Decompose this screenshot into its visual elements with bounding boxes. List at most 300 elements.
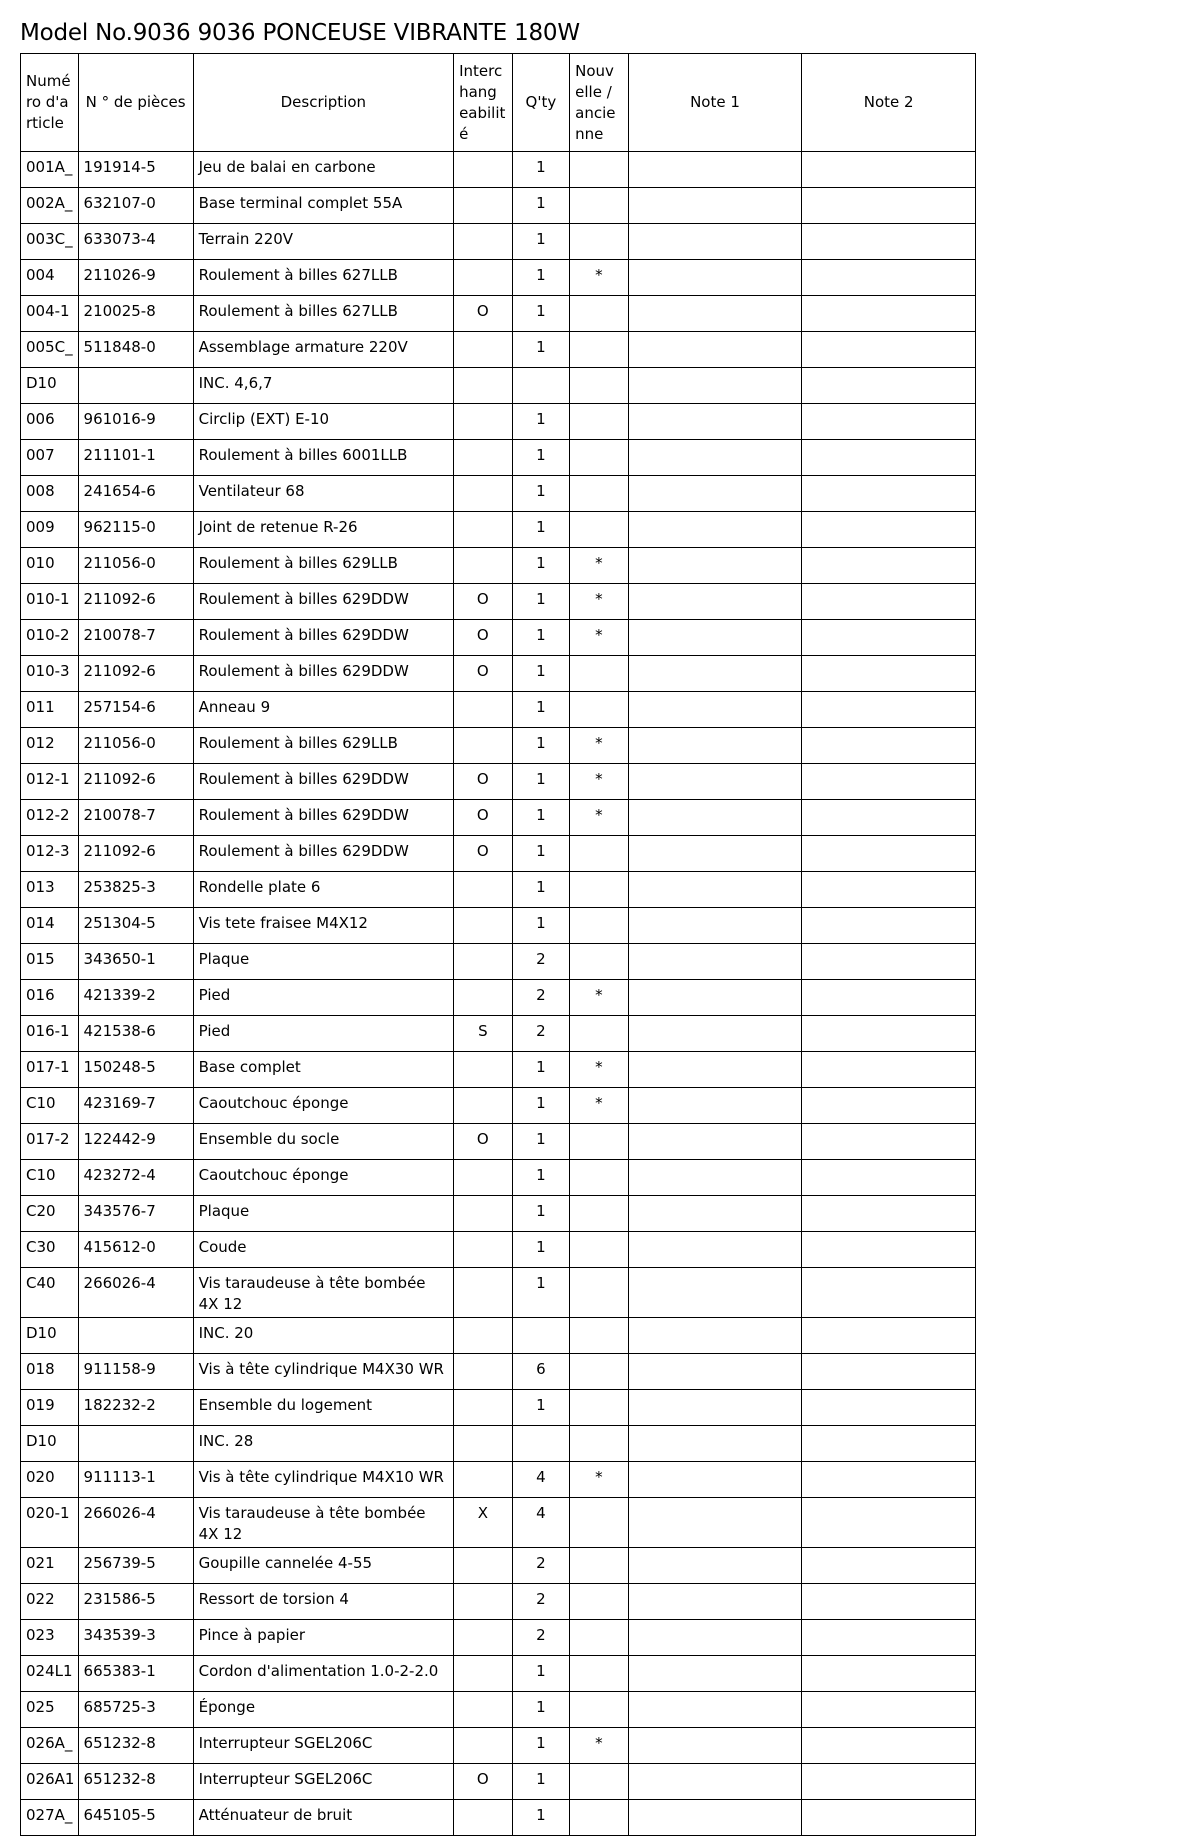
new-old-cell: * — [570, 548, 629, 584]
part-number-cell: 421339-2 — [78, 980, 193, 1016]
item-number-cell: 020-1 — [21, 1498, 79, 1548]
interchangeability-cell — [454, 1620, 513, 1656]
interchangeability-cell — [454, 1426, 513, 1462]
quantity-cell: 1 — [512, 1728, 570, 1764]
note-2-cell — [802, 1196, 976, 1232]
table-row — [21, 836, 976, 872]
description-cell: Anneau 9 — [193, 692, 453, 728]
interchangeability-cell: O — [454, 1124, 513, 1160]
part-number-cell: 122442-9 — [78, 1124, 193, 1160]
table-row — [21, 260, 976, 296]
quantity-cell: 2 — [512, 1548, 570, 1584]
note-2-cell — [802, 548, 976, 584]
item-number-cell: 023 — [21, 1620, 79, 1656]
quantity-cell: 1 — [512, 692, 570, 728]
interchangeability-cell: O — [454, 764, 513, 800]
new-old-cell — [570, 1354, 629, 1390]
quantity-cell: 1 — [512, 260, 570, 296]
description-cell: Roulement à billes 629LLB — [193, 548, 453, 584]
note-2-cell — [802, 584, 976, 620]
note-2-cell — [802, 1124, 976, 1160]
note-2-cell — [802, 800, 976, 836]
note-2-cell — [802, 620, 976, 656]
note-1-cell — [628, 1426, 802, 1462]
interchangeability-cell — [454, 944, 513, 980]
item-number-cell: 019 — [21, 1390, 79, 1426]
quantity-cell: 1 — [512, 584, 570, 620]
item-number-cell: 014 — [21, 908, 79, 944]
note-1-cell — [628, 1016, 802, 1052]
note-1-cell — [628, 1268, 802, 1318]
new-old-cell — [570, 1800, 629, 1836]
interchangeability-cell — [454, 1656, 513, 1692]
description-cell: Roulement à billes 6001LLB — [193, 440, 453, 476]
description-cell: Roulement à billes 629DDW — [193, 584, 453, 620]
new-old-cell — [570, 1692, 629, 1728]
table-row — [21, 332, 976, 368]
note-1-cell — [628, 260, 802, 296]
quantity-cell: 2 — [512, 980, 570, 1016]
description-cell: Plaque — [193, 1196, 453, 1232]
new-old-cell — [570, 440, 629, 476]
column-header-quantity: Q'ty — [512, 54, 570, 152]
description-cell: Interrupteur SGEL206C — [193, 1728, 453, 1764]
description-cell: INC. 4,6,7 — [193, 368, 453, 404]
item-number-cell: C30 — [21, 1232, 79, 1268]
table-row — [21, 1016, 976, 1052]
item-number-cell: 010-1 — [21, 584, 79, 620]
part-number-cell: 911158-9 — [78, 1354, 193, 1390]
part-number-cell: 211092-6 — [78, 836, 193, 872]
quantity-cell: 1 — [512, 440, 570, 476]
item-number-cell: 007 — [21, 440, 79, 476]
interchangeability-cell — [454, 548, 513, 584]
item-number-cell: 009 — [21, 512, 79, 548]
quantity-cell: 1 — [512, 512, 570, 548]
note-1-cell — [628, 1160, 802, 1196]
quantity-cell: 1 — [512, 548, 570, 584]
part-number-cell: 962115-0 — [78, 512, 193, 548]
quantity-cell — [512, 1318, 570, 1354]
description-cell: Cordon d'alimentation 1.0-2-2.0 — [193, 1656, 453, 1692]
new-old-cell: * — [570, 1088, 629, 1124]
table-row — [21, 152, 976, 188]
interchangeability-cell — [454, 1268, 513, 1318]
description-cell: Pied — [193, 980, 453, 1016]
item-number-cell: 016-1 — [21, 1016, 79, 1052]
quantity-cell: 1 — [512, 620, 570, 656]
interchangeability-cell — [454, 872, 513, 908]
interchangeability-cell — [454, 728, 513, 764]
table-row — [21, 944, 976, 980]
column-header-note-1: Note 1 — [628, 54, 802, 152]
new-old-cell: * — [570, 1728, 629, 1764]
note-2-cell — [802, 1052, 976, 1088]
description-cell: Vis à tête cylindrique M4X30 WR — [193, 1354, 453, 1390]
item-number-cell: 001A_ — [21, 152, 79, 188]
part-number-cell — [78, 368, 193, 404]
description-cell: Ensemble du socle — [193, 1124, 453, 1160]
note-1-cell — [628, 332, 802, 368]
table-row — [21, 656, 976, 692]
table-row — [21, 692, 976, 728]
interchangeability-cell — [454, 1390, 513, 1426]
table-row — [21, 1620, 976, 1656]
note-1-cell — [628, 512, 802, 548]
part-number-cell: 253825-3 — [78, 872, 193, 908]
description-cell: Roulement à billes 629DDW — [193, 656, 453, 692]
part-number-cell: 685725-3 — [78, 1692, 193, 1728]
quantity-cell: 1 — [512, 1124, 570, 1160]
quantity-cell: 1 — [512, 1088, 570, 1124]
part-number-cell — [78, 1318, 193, 1354]
quantity-cell: 1 — [512, 296, 570, 332]
note-1-cell — [628, 908, 802, 944]
note-1-cell — [628, 404, 802, 440]
part-number-cell: 911113-1 — [78, 1462, 193, 1498]
item-number-cell: 012-1 — [21, 764, 79, 800]
item-number-cell: 017-2 — [21, 1124, 79, 1160]
item-number-cell: 016 — [21, 980, 79, 1016]
note-2-cell — [802, 1548, 976, 1584]
part-number-cell: 211101-1 — [78, 440, 193, 476]
interchangeability-cell — [454, 404, 513, 440]
part-number-cell: 266026-4 — [78, 1498, 193, 1548]
note-1-cell — [628, 656, 802, 692]
part-number-cell: 633073-4 — [78, 224, 193, 260]
item-number-cell: 017-1 — [21, 1052, 79, 1088]
item-number-cell: 020 — [21, 1462, 79, 1498]
part-number-cell: 211056-0 — [78, 728, 193, 764]
part-number-cell: 511848-0 — [78, 332, 193, 368]
part-number-cell: 241654-6 — [78, 476, 193, 512]
note-2-cell — [802, 1620, 976, 1656]
note-1-cell — [628, 800, 802, 836]
quantity-cell — [512, 1426, 570, 1462]
interchangeability-cell: O — [454, 656, 513, 692]
note-2-cell — [802, 1462, 976, 1498]
quantity-cell: 2 — [512, 944, 570, 980]
description-cell: Rondelle plate 6 — [193, 872, 453, 908]
quantity-cell: 4 — [512, 1462, 570, 1498]
note-2-cell — [802, 1268, 976, 1318]
new-old-cell — [570, 1124, 629, 1160]
quantity-cell: 4 — [512, 1498, 570, 1548]
interchangeability-cell — [454, 1728, 513, 1764]
new-old-cell — [570, 152, 629, 188]
note-1-cell — [628, 584, 802, 620]
note-2-cell — [802, 1800, 976, 1836]
quantity-cell: 1 — [512, 188, 570, 224]
item-number-cell: 015 — [21, 944, 79, 980]
quantity-cell: 1 — [512, 872, 570, 908]
column-header-note-2: Note 2 — [802, 54, 976, 152]
quantity-cell: 1 — [512, 152, 570, 188]
table-header-row — [21, 54, 976, 152]
new-old-cell — [570, 368, 629, 404]
interchangeability-cell — [454, 1800, 513, 1836]
part-number-cell: 632107-0 — [78, 188, 193, 224]
quantity-cell: 1 — [512, 1390, 570, 1426]
note-2-cell — [802, 368, 976, 404]
quantity-cell: 1 — [512, 1160, 570, 1196]
new-old-cell: * — [570, 980, 629, 1016]
table-row — [21, 908, 976, 944]
table-row — [21, 1390, 976, 1426]
table-row — [21, 1160, 976, 1196]
note-2-cell — [802, 836, 976, 872]
description-cell: Éponge — [193, 1692, 453, 1728]
part-number-cell: 651232-8 — [78, 1764, 193, 1800]
table-row — [21, 980, 976, 1016]
column-header-interchangeability: Interc hang eabilit é — [454, 54, 513, 152]
description-cell: Roulement à billes 629LLB — [193, 728, 453, 764]
note-2-cell — [802, 152, 976, 188]
note-1-cell — [628, 728, 802, 764]
quantity-cell: 1 — [512, 656, 570, 692]
interchangeability-cell — [454, 1318, 513, 1354]
item-number-cell: D10 — [21, 368, 79, 404]
new-old-cell — [570, 1498, 629, 1548]
note-2-cell — [802, 260, 976, 296]
table-row — [21, 728, 976, 764]
new-old-cell — [570, 908, 629, 944]
table-row — [21, 1232, 976, 1268]
description-cell: Terrain 220V — [193, 224, 453, 260]
quantity-cell: 1 — [512, 1232, 570, 1268]
interchangeability-cell — [454, 188, 513, 224]
note-1-cell — [628, 548, 802, 584]
column-header-part-number: N ° de pièces — [78, 54, 193, 152]
description-cell: Ressort de torsion 4 — [193, 1584, 453, 1620]
quantity-cell: 1 — [512, 728, 570, 764]
table-row — [21, 440, 976, 476]
table-row — [21, 872, 976, 908]
table-row — [21, 512, 976, 548]
table-row — [21, 1584, 976, 1620]
new-old-cell: * — [570, 800, 629, 836]
part-number-cell: 423272-4 — [78, 1160, 193, 1196]
parts-table-body — [21, 152, 976, 1836]
item-number-cell: C20 — [21, 1196, 79, 1232]
interchangeability-cell: O — [454, 620, 513, 656]
quantity-cell: 1 — [512, 224, 570, 260]
part-number-cell: 415612-0 — [78, 1232, 193, 1268]
table-row — [21, 1656, 976, 1692]
interchangeability-cell — [454, 1088, 513, 1124]
note-2-cell — [802, 692, 976, 728]
description-cell: Joint de retenue R-26 — [193, 512, 453, 548]
part-number-cell: 231586-5 — [78, 1584, 193, 1620]
item-number-cell: 012-2 — [21, 800, 79, 836]
note-1-cell — [628, 836, 802, 872]
part-number-cell: 645105-5 — [78, 1800, 193, 1836]
item-number-cell: 005C_ — [21, 332, 79, 368]
quantity-cell: 1 — [512, 800, 570, 836]
interchangeability-cell — [454, 476, 513, 512]
item-number-cell: 026A_ — [21, 1728, 79, 1764]
note-1-cell — [628, 1196, 802, 1232]
part-number-cell: 423169-7 — [78, 1088, 193, 1124]
quantity-cell: 1 — [512, 476, 570, 512]
item-number-cell: 018 — [21, 1354, 79, 1390]
new-old-cell — [570, 836, 629, 872]
table-row — [21, 404, 976, 440]
new-old-cell — [570, 296, 629, 332]
quantity-cell: 1 — [512, 1764, 570, 1800]
quantity-cell: 2 — [512, 1620, 570, 1656]
part-number-cell: 211092-6 — [78, 584, 193, 620]
note-2-cell — [802, 980, 976, 1016]
note-1-cell — [628, 764, 802, 800]
interchangeability-cell — [454, 1232, 513, 1268]
note-1-cell — [628, 440, 802, 476]
note-1-cell — [628, 1620, 802, 1656]
table-row — [21, 1354, 976, 1390]
column-header-description: Description — [193, 54, 453, 152]
new-old-cell — [570, 224, 629, 260]
description-cell: Roulement à billes 629DDW — [193, 836, 453, 872]
note-1-cell — [628, 1232, 802, 1268]
interchangeability-cell: O — [454, 800, 513, 836]
table-row — [21, 800, 976, 836]
description-cell: Coude — [193, 1232, 453, 1268]
note-1-cell — [628, 1354, 802, 1390]
new-old-cell — [570, 1584, 629, 1620]
description-cell: Assemblage armature 220V — [193, 332, 453, 368]
description-cell: Ventilateur 68 — [193, 476, 453, 512]
new-old-cell: * — [570, 1462, 629, 1498]
part-number-cell: 211056-0 — [78, 548, 193, 584]
interchangeability-cell — [454, 512, 513, 548]
note-2-cell — [802, 1318, 976, 1354]
description-cell: Base terminal complet 55A — [193, 188, 453, 224]
table-row — [21, 1124, 976, 1160]
interchangeability-cell — [454, 1052, 513, 1088]
description-cell: Vis taraudeuse à tête bombée 4X 12 — [193, 1268, 453, 1318]
interchangeability-cell — [454, 368, 513, 404]
note-1-cell — [628, 1692, 802, 1728]
note-2-cell — [802, 1016, 976, 1052]
description-cell: Caoutchouc éponge — [193, 1088, 453, 1124]
item-number-cell: 022 — [21, 1584, 79, 1620]
table-row — [21, 188, 976, 224]
new-old-cell: * — [570, 584, 629, 620]
part-number-cell: 343650-1 — [78, 944, 193, 980]
note-2-cell — [802, 1728, 976, 1764]
interchangeability-cell — [454, 152, 513, 188]
note-2-cell — [802, 1692, 976, 1728]
table-row — [21, 1800, 976, 1836]
item-number-cell: 013 — [21, 872, 79, 908]
quantity-cell: 1 — [512, 1692, 570, 1728]
note-2-cell — [802, 476, 976, 512]
new-old-cell — [570, 1160, 629, 1196]
table-row — [21, 1426, 976, 1462]
new-old-cell — [570, 1232, 629, 1268]
item-number-cell: 024L1 — [21, 1656, 79, 1692]
item-number-cell: D10 — [21, 1426, 79, 1462]
item-number-cell: 002A_ — [21, 188, 79, 224]
description-cell: Roulement à billes 627LLB — [193, 260, 453, 296]
part-number-cell: 266026-4 — [78, 1268, 193, 1318]
interchangeability-cell — [454, 1462, 513, 1498]
table-row — [21, 296, 976, 332]
new-old-cell: * — [570, 728, 629, 764]
quantity-cell: 1 — [512, 1052, 570, 1088]
table-row — [21, 224, 976, 260]
note-1-cell — [628, 980, 802, 1016]
description-cell: Vis à tête cylindrique M4X10 WR — [193, 1462, 453, 1498]
note-2-cell — [802, 1498, 976, 1548]
new-old-cell — [570, 1620, 629, 1656]
description-cell: Pied — [193, 1016, 453, 1052]
description-cell: Caoutchouc éponge — [193, 1160, 453, 1196]
item-number-cell: 004-1 — [21, 296, 79, 332]
table-row — [21, 1052, 976, 1088]
note-1-cell — [628, 944, 802, 980]
note-2-cell — [802, 764, 976, 800]
table-row — [21, 764, 976, 800]
note-1-cell — [628, 476, 802, 512]
new-old-cell — [570, 1548, 629, 1584]
interchangeability-cell: O — [454, 836, 513, 872]
note-2-cell — [802, 404, 976, 440]
table-row — [21, 584, 976, 620]
part-number-cell: 961016-9 — [78, 404, 193, 440]
note-2-cell — [802, 908, 976, 944]
quantity-cell: 2 — [512, 1584, 570, 1620]
column-header-item-number: Numé ro d'a rticle — [21, 54, 79, 152]
part-number-cell: 182232-2 — [78, 1390, 193, 1426]
item-number-cell: 026A1 — [21, 1764, 79, 1800]
note-2-cell — [802, 1354, 976, 1390]
part-number-cell: 211026-9 — [78, 260, 193, 296]
column-header-new-old: Nouv elle / ancie nne — [570, 54, 629, 152]
interchangeability-cell — [454, 1548, 513, 1584]
item-number-cell: 008 — [21, 476, 79, 512]
new-old-cell: * — [570, 260, 629, 296]
description-cell: Vis tete fraisee M4X12 — [193, 908, 453, 944]
note-1-cell — [628, 1548, 802, 1584]
description-cell: Roulement à billes 627LLB — [193, 296, 453, 332]
description-cell: Atténuateur de bruit — [193, 1800, 453, 1836]
table-row — [21, 1764, 976, 1800]
note-1-cell — [628, 1124, 802, 1160]
new-old-cell — [570, 332, 629, 368]
part-number-cell: 343576-7 — [78, 1196, 193, 1232]
part-number-cell: 210078-7 — [78, 800, 193, 836]
note-2-cell — [802, 944, 976, 980]
table-row — [21, 1548, 976, 1584]
quantity-cell: 1 — [512, 836, 570, 872]
part-number-cell: 150248-5 — [78, 1052, 193, 1088]
note-2-cell — [802, 224, 976, 260]
quantity-cell: 1 — [512, 404, 570, 440]
note-1-cell — [628, 1764, 802, 1800]
item-number-cell: 012-3 — [21, 836, 79, 872]
new-old-cell — [570, 1390, 629, 1426]
part-number-cell: 665383-1 — [78, 1656, 193, 1692]
new-old-cell: * — [570, 620, 629, 656]
new-old-cell — [570, 1196, 629, 1232]
note-1-cell — [628, 1498, 802, 1548]
table-row — [21, 1728, 976, 1764]
note-1-cell — [628, 152, 802, 188]
quantity-cell: 1 — [512, 908, 570, 944]
quantity-cell: 1 — [512, 1268, 570, 1318]
part-number-cell: 256739-5 — [78, 1548, 193, 1584]
